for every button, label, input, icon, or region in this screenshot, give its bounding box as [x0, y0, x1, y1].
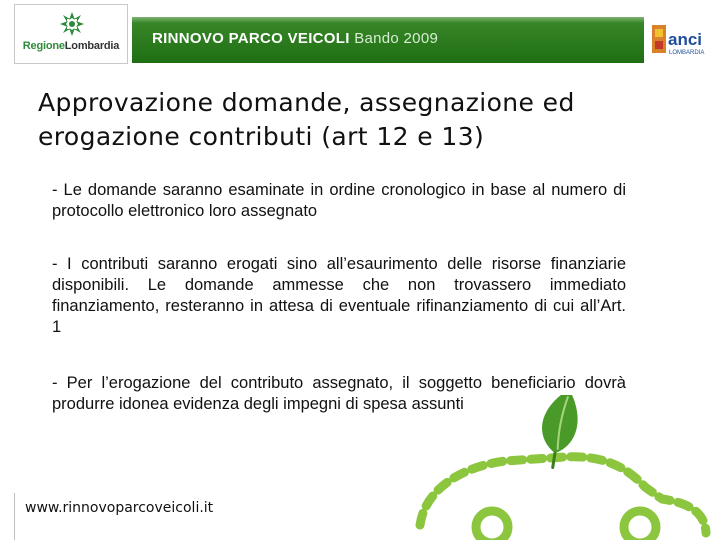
regione-lombardia-rose-icon [59, 11, 85, 37]
paragraph-1: - Le domande saranno esaminate in ordine cronologico in base al numero di protocollo elettronico loro assegnato [52, 181, 626, 220]
banner-title-bold: RINNOVO PARCO VEICOLI [152, 30, 350, 47]
banner-title [152, 30, 438, 47]
slide-title [38, 86, 688, 154]
footer-website-link[interactable]: www.rinnovoparcoveicoli.it [25, 500, 214, 516]
anci-logo [644, 17, 720, 63]
paragraph-2: - I contributi saranno erogati sino all’esaurimento delle risorse finanziarie disponibili. Le domande ammesse che non trovassero immediato finanziamento, resteranno in attesa di eventuale rifinanziamento di cui all’Art. 1 [52, 255, 626, 336]
paragraph-3: - Per l’erogazione del contributo assegnato, il soggetto beneficiario dovrà produrre idonea evidenza degli impegni di spesa assunti [52, 374, 626, 413]
footer-divider [14, 493, 15, 540]
anci-subtext: LOMBARDIA [669, 50, 705, 56]
eco-car-leaf-icon [400, 395, 720, 540]
slide-title-line-1: Approvazione domande, assegnazione ed [38, 88, 575, 117]
regione-lombardia-logo [14, 4, 128, 64]
banner-band [132, 17, 644, 63]
anci-logo-icon [652, 23, 714, 57]
slide-header [0, 0, 720, 72]
logo-text: RegioneLombardia [22, 40, 120, 52]
slide-title-line-2: erogazione contributi (art 12 e 13) [38, 122, 485, 151]
banner-title-light: Bando 2009 [354, 30, 439, 47]
anci-text: anci [668, 30, 703, 49]
